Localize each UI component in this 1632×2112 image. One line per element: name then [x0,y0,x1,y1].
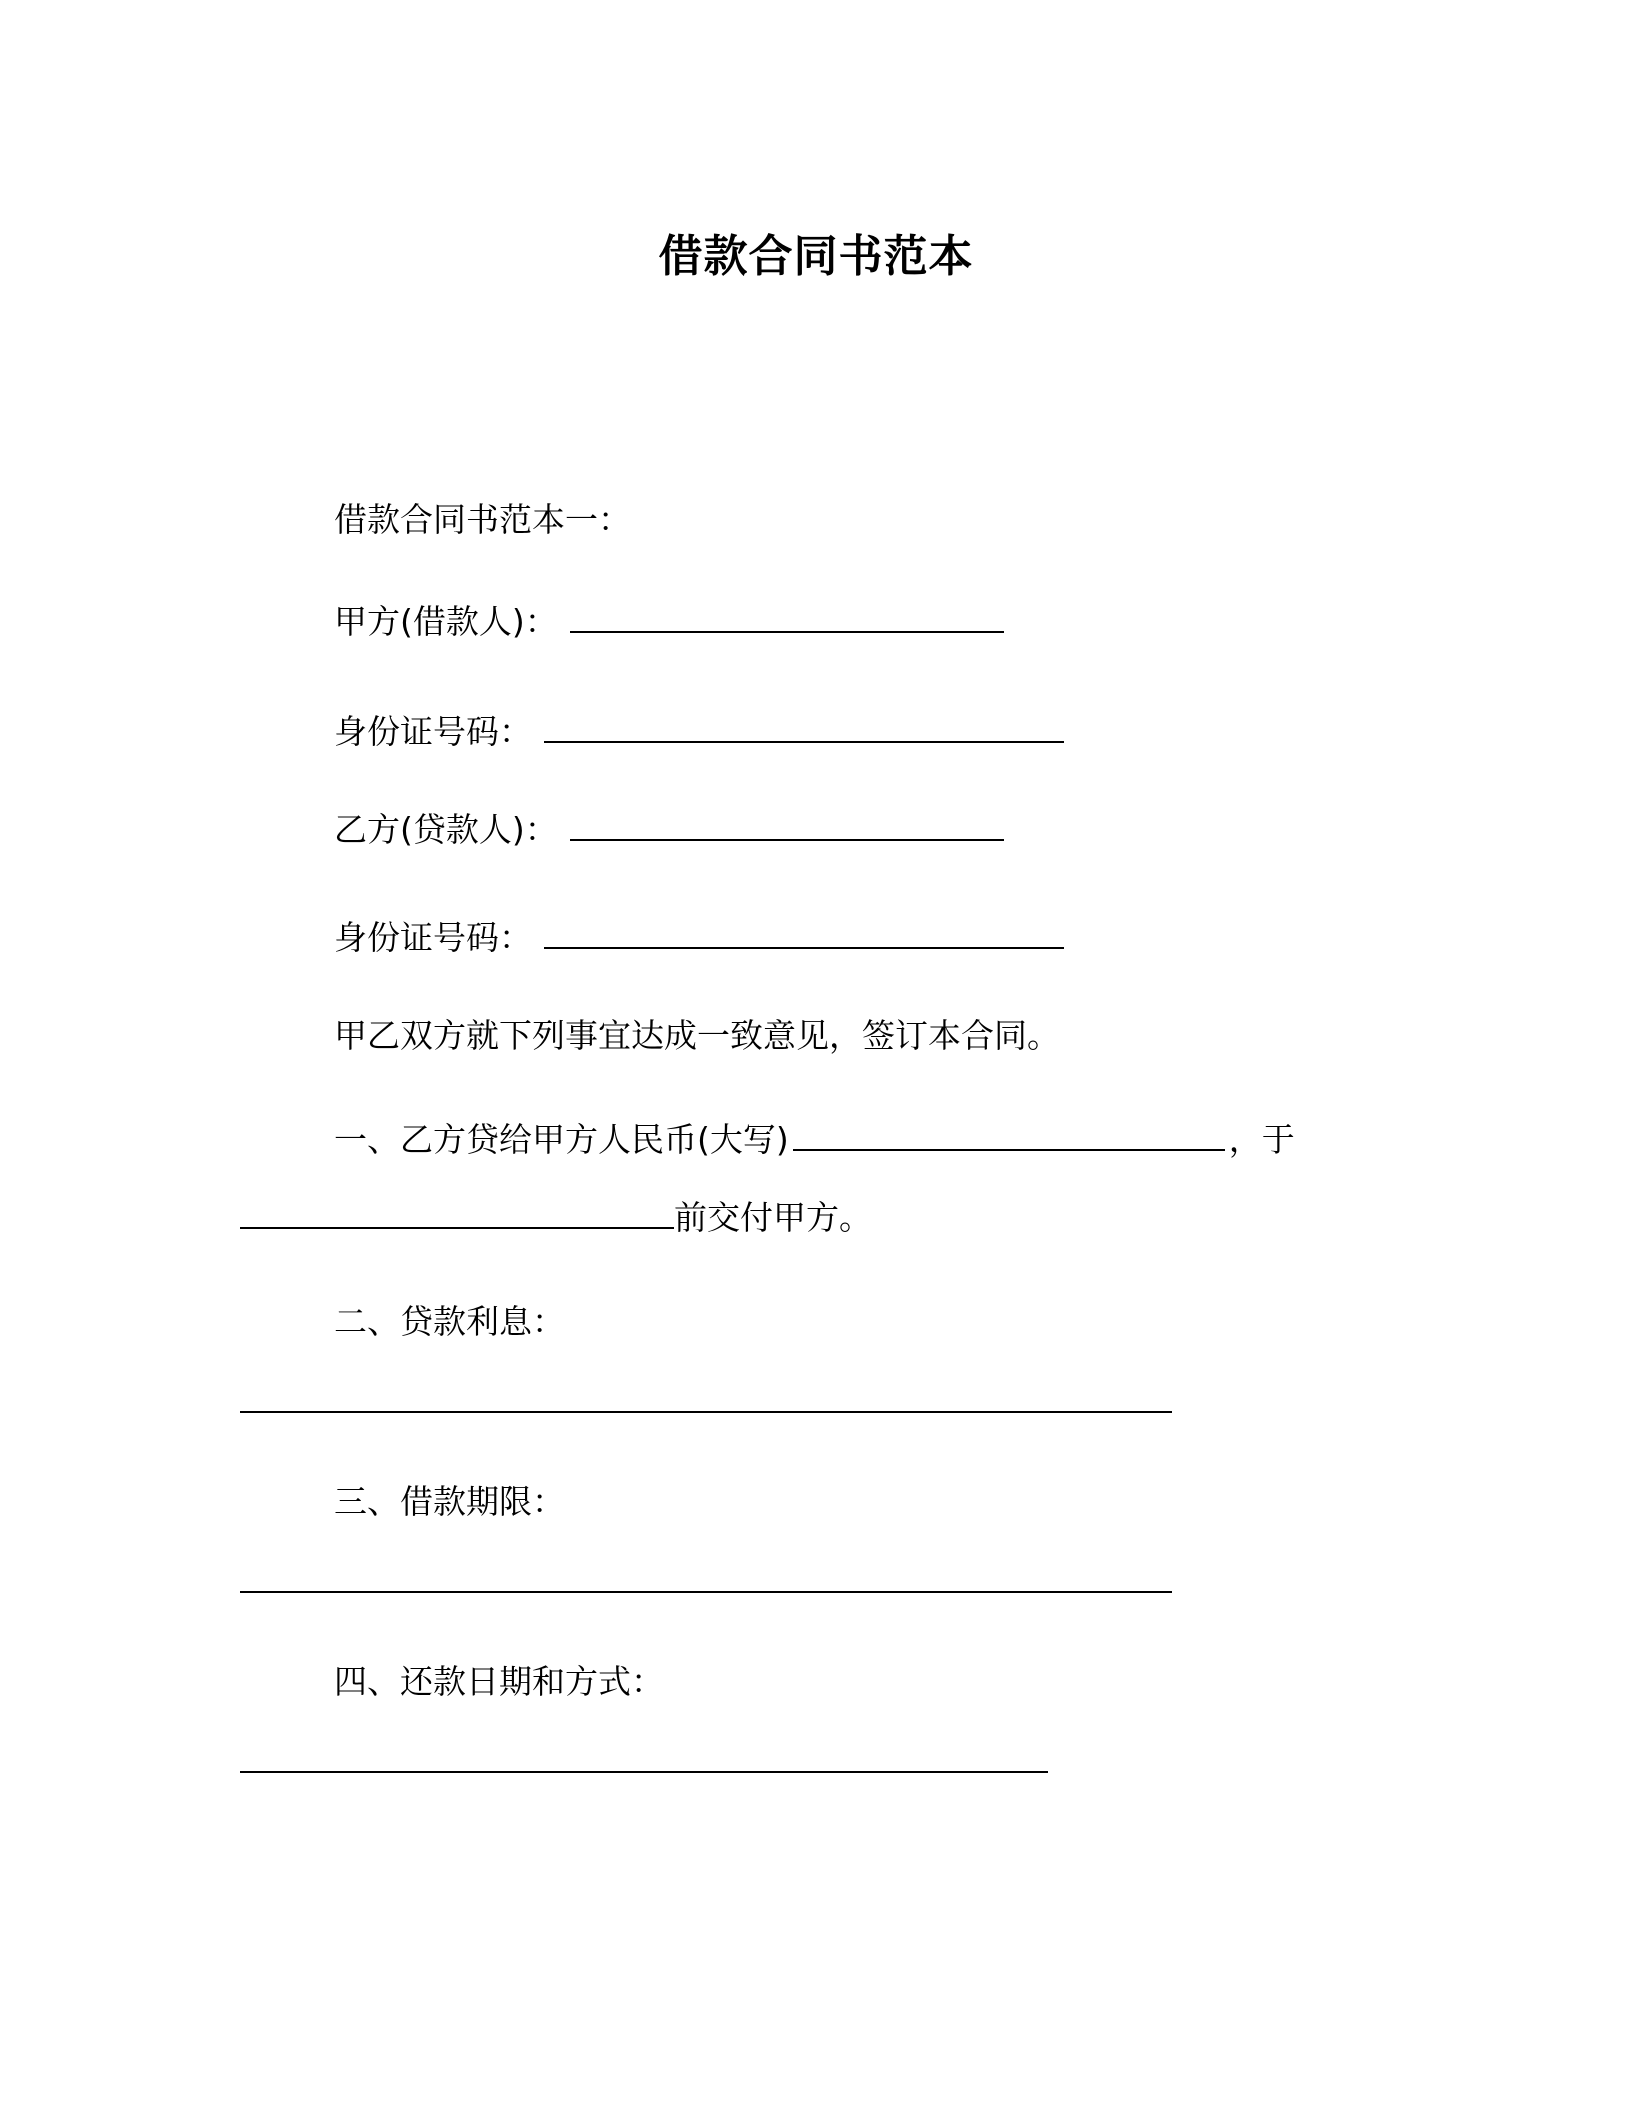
party-a-id-label: 身份证号码： [334,712,532,751]
document-title: 借款合同书范本 [658,231,974,282]
clause-1-continuation [240,1196,872,1240]
party-a-label: 甲方(借款人)： [334,602,558,641]
clause-3-label: 三、借款期限： [334,1482,565,1521]
clause-4-label: 四、还款日期和方式： [334,1662,664,1701]
clause-1-row [334,1118,1295,1162]
repayment-blank[interactable] [240,1741,1048,1773]
party-a-id-blank[interactable] [544,711,1064,743]
clause-2-blank-row [240,1380,1172,1424]
agreement-text: 甲乙双方就下列事宜达成一致意见，签订本合同。 [334,1016,1060,1055]
party-a-row [334,600,1004,644]
party-a-id-row [334,710,1064,754]
clause-1-suffix: 前交付甲方。 [674,1198,872,1237]
party-b-id-row [334,916,1064,960]
clause-1-prefix: 一、乙方贷给甲方人民币(大写) [334,1120,789,1159]
party-b-id-label: 身份证号码： [334,918,532,957]
loan-amount-blank[interactable] [793,1119,1225,1151]
clause-3-blank-row [240,1560,1172,1604]
clause-2-label: 二、贷款利息： [334,1302,565,1341]
clause-4-blank-row [240,1740,1048,1784]
clause-1-mid: ，于 [1228,1120,1295,1159]
party-a-name-blank[interactable] [570,601,1004,633]
party-b-label: 乙方(贷款人)： [334,810,558,849]
loan-term-blank[interactable] [240,1561,1172,1593]
delivery-date-blank[interactable] [240,1197,674,1229]
section-heading: 借款合同书范本一： [334,500,631,539]
party-b-name-blank[interactable] [570,809,1004,841]
party-b-row [334,808,1004,852]
interest-blank[interactable] [240,1381,1172,1413]
party-b-id-blank[interactable] [544,917,1064,949]
